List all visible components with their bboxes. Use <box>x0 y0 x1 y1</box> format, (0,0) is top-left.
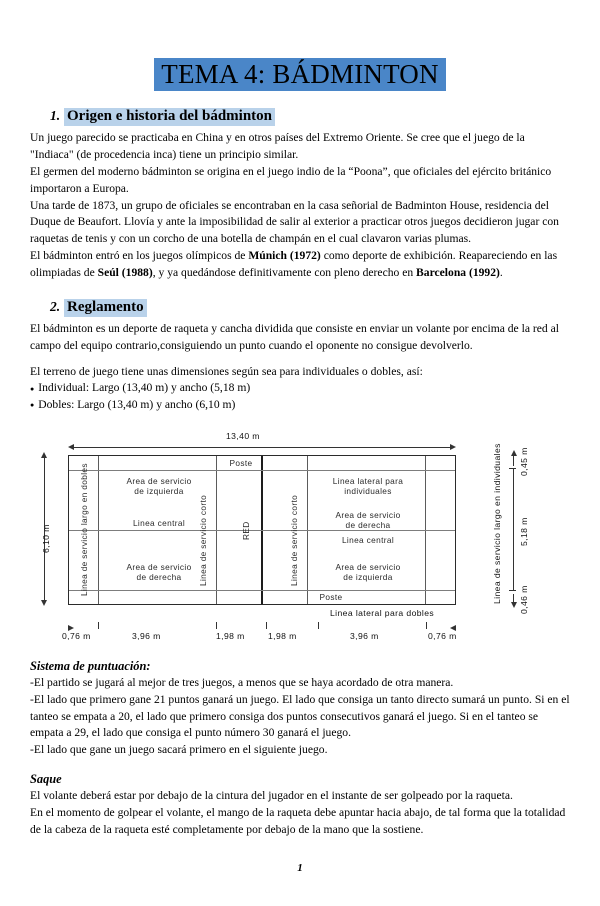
section-heading-1 <box>30 108 570 126</box>
right-dim-1-arrow-up <box>511 450 517 456</box>
right-dim-2-cap-bottom <box>509 590 516 591</box>
page-number: 1 <box>297 862 303 874</box>
section-1-paragraph-3: Una tarde de 1873, un grupo de oficiales se encontraban en la casa señorial de Badminton House, residencia del Duque de Beaufort. Llovía y ante la imposibilidad de salir al exterior a practicar otros juegos decidieron jugar con raquetas de tenis y con un corcho de una botella de champán en el cual clavaron varias plumas. <box>30 198 559 246</box>
olympics-pre: El bádminton entró en los juegos olímpicos de <box>30 249 249 263</box>
section-title-2: Reglamento <box>64 299 147 317</box>
olympics-city-2: Seúl (1988) <box>97 265 153 279</box>
olympics-mid-1: como deporte de exhibición. Reapareciendo en las olimpiadas de <box>30 249 558 279</box>
serve-line-2: En el momento de golpear el volante, el mango de la raqueta debe apuntar hacia abajo, de tal forma que la totalidad de la cabeza de la raqueta esté completamente por debajo de la mano que la sostiene. <box>30 805 566 836</box>
left-dimension-arrow-up <box>41 452 47 458</box>
olympics-city-3: Barcelona (1992) <box>416 265 500 279</box>
net-label: RED <box>241 521 251 540</box>
right-dim-1-line <box>513 456 514 466</box>
dimensions-list <box>30 380 570 414</box>
left-center-line-label: Linea central <box>132 517 186 528</box>
document-content <box>30 108 570 838</box>
list-item: ● Individual: Largo (13,40 m) y ancho (5,18 m) <box>30 380 570 397</box>
section-2-paragraph-2: El terreno de juego tiene unas dimensiones según sea para individuales o dobles, así: <box>30 364 423 378</box>
top-dimension-line <box>70 447 454 448</box>
right-bottom-service-area-label-line2: de izquierda <box>343 571 393 582</box>
post-label-top: Poste <box>229 457 253 468</box>
left-dimension-arrow-down <box>41 600 47 606</box>
scoring-line-1: -El partido se jugará al mejor de tres juegos, a menos que se haya acordado de otra manera. <box>30 676 454 690</box>
page-title: TEMA 4: BÁDMINTON <box>154 58 445 91</box>
bottom-dimension-label-5: 3,96 m <box>350 630 379 641</box>
right-dim-3-arrow-down <box>511 602 517 608</box>
top-dimension-arrow-left <box>68 444 74 450</box>
section-2-paragraph-1: El bádminton es un deporte de raqueta y cancha dividida que consiste en enviar un volante por encima de la red al campo del equipo contrario,consiguiendo un punto cuando el oponente no consigue devolverlo. <box>30 321 559 352</box>
doubles-sideline-label: Linea lateral para dobles <box>330 607 435 618</box>
court-box <box>68 455 456 605</box>
bottom-dim-tick-4 <box>318 622 319 629</box>
top-dimension-arrow-right <box>450 444 456 450</box>
left-vertical-label: Linea de servicio largo en dobles <box>79 463 89 596</box>
olympics-city-1: Múnich (1972) <box>248 249 321 263</box>
olympics-mid-2: , y ya quedándose definitivamente con pleno derecho en <box>152 265 417 279</box>
bottom-dimension-label-6: 0,76 m <box>428 630 457 641</box>
left-top-service-area-label-line1: Area de servicio <box>126 475 192 486</box>
post-label-bottom: Poste <box>319 591 343 602</box>
badminton-court-diagram <box>30 428 570 658</box>
olympics-post: . <box>499 265 503 279</box>
right-dimension-label-1: 0,45 m <box>519 447 529 476</box>
short-service-left-label: Linea de servicio corto <box>198 494 208 586</box>
right-center-line-label: Linea central <box>341 534 395 545</box>
right-dim-2-line <box>513 468 514 590</box>
left-bottom-service-area-label-line2: de derecha <box>136 571 182 582</box>
singles-sideline-label-line2: individuales <box>344 485 392 496</box>
left-bottom-service-area-label-line1: Area de servicio <box>126 561 192 572</box>
scoring-line-3: -El lado que gane un juego sacará primero en el siguiente juego. <box>30 743 328 757</box>
left-dimension-label: 6,10 m <box>41 524 51 553</box>
right-top-service-area-label-line2: de derecha <box>345 519 391 530</box>
scoring-line-2: -El lado que primero gane 21 puntos ganará un juego. El lado que consiga un tanto directo sumará un punto. Si en el tanteo se empata a 20, el lado que primero consiga dos puntos consecutivos ganará el juego. Si en el tanteo se empata a 29, el lado que consiga el punto número 30 ganará el juego. <box>30 692 570 740</box>
short-service-right-label: Linea de servicio corto <box>289 494 299 586</box>
court-hline-top-long-service <box>69 470 455 471</box>
right-top-service-area-label-line1: Area de servicio <box>335 509 401 520</box>
court-hline-bottom-long-service <box>69 590 455 591</box>
serve-line-1: El volante deberá estar por debajo de la cintura del jugador en el instante de ser golpeado por la raqueta. <box>30 789 513 803</box>
section-number-2: 2. <box>50 298 61 314</box>
serve-heading: Saque <box>30 772 62 786</box>
list-item: ● Dobles: Largo (13,40 m) y ancho (6,10 m) <box>30 397 570 414</box>
section-1-paragraph-1: Un juego parecido se practicaba en China y en otros países del Extremo Oriente. Se cree que el juego de la "Indiaca" (de procedencia inca) tiene un principio similar. <box>30 131 525 162</box>
section-1-olympics-paragraph <box>30 248 570 282</box>
right-dimension-label-3: 0,46 m <box>519 585 529 614</box>
page-title-container <box>0 58 600 91</box>
scoring-heading: Sistema de puntuación: <box>30 658 151 673</box>
bottom-dimension-label-2: 3,96 m <box>132 630 161 641</box>
document-page <box>0 58 600 906</box>
left-top-service-area-label-line2: de izquierda <box>134 485 184 496</box>
section-1-paragraph-2: El germen del moderno bádminton se origina en el juego indio de la “Poona”, que oficiales del ejército británico importaron a Europa. <box>30 165 552 195</box>
section-title-1: Origen e historia del bádminton <box>64 108 275 126</box>
right-vertical-label: Linea de servicio largo en individuales <box>492 443 502 604</box>
bottom-dimension-label-1: 0,76 m <box>62 630 91 641</box>
bottom-dim-tick-3 <box>266 622 267 629</box>
bottom-dimension-label-4: 1,98 m <box>268 630 297 641</box>
right-bottom-service-area-label-line1: Area de servicio <box>335 561 401 572</box>
section-heading-2 <box>30 299 570 317</box>
section-number-1: 1. <box>50 108 61 124</box>
bottom-dim-tick-1 <box>98 622 99 629</box>
bottom-dim-tick-2 <box>216 622 217 629</box>
right-dimension-label-2: 5,18 m <box>519 517 529 546</box>
bottom-dimension-label-3: 1,98 m <box>216 630 245 641</box>
singles-sideline-label-line1: Linea lateral para <box>332 475 404 486</box>
top-dimension-label: 13,40 m <box>226 430 260 441</box>
bottom-dim-tick-5 <box>426 622 427 629</box>
